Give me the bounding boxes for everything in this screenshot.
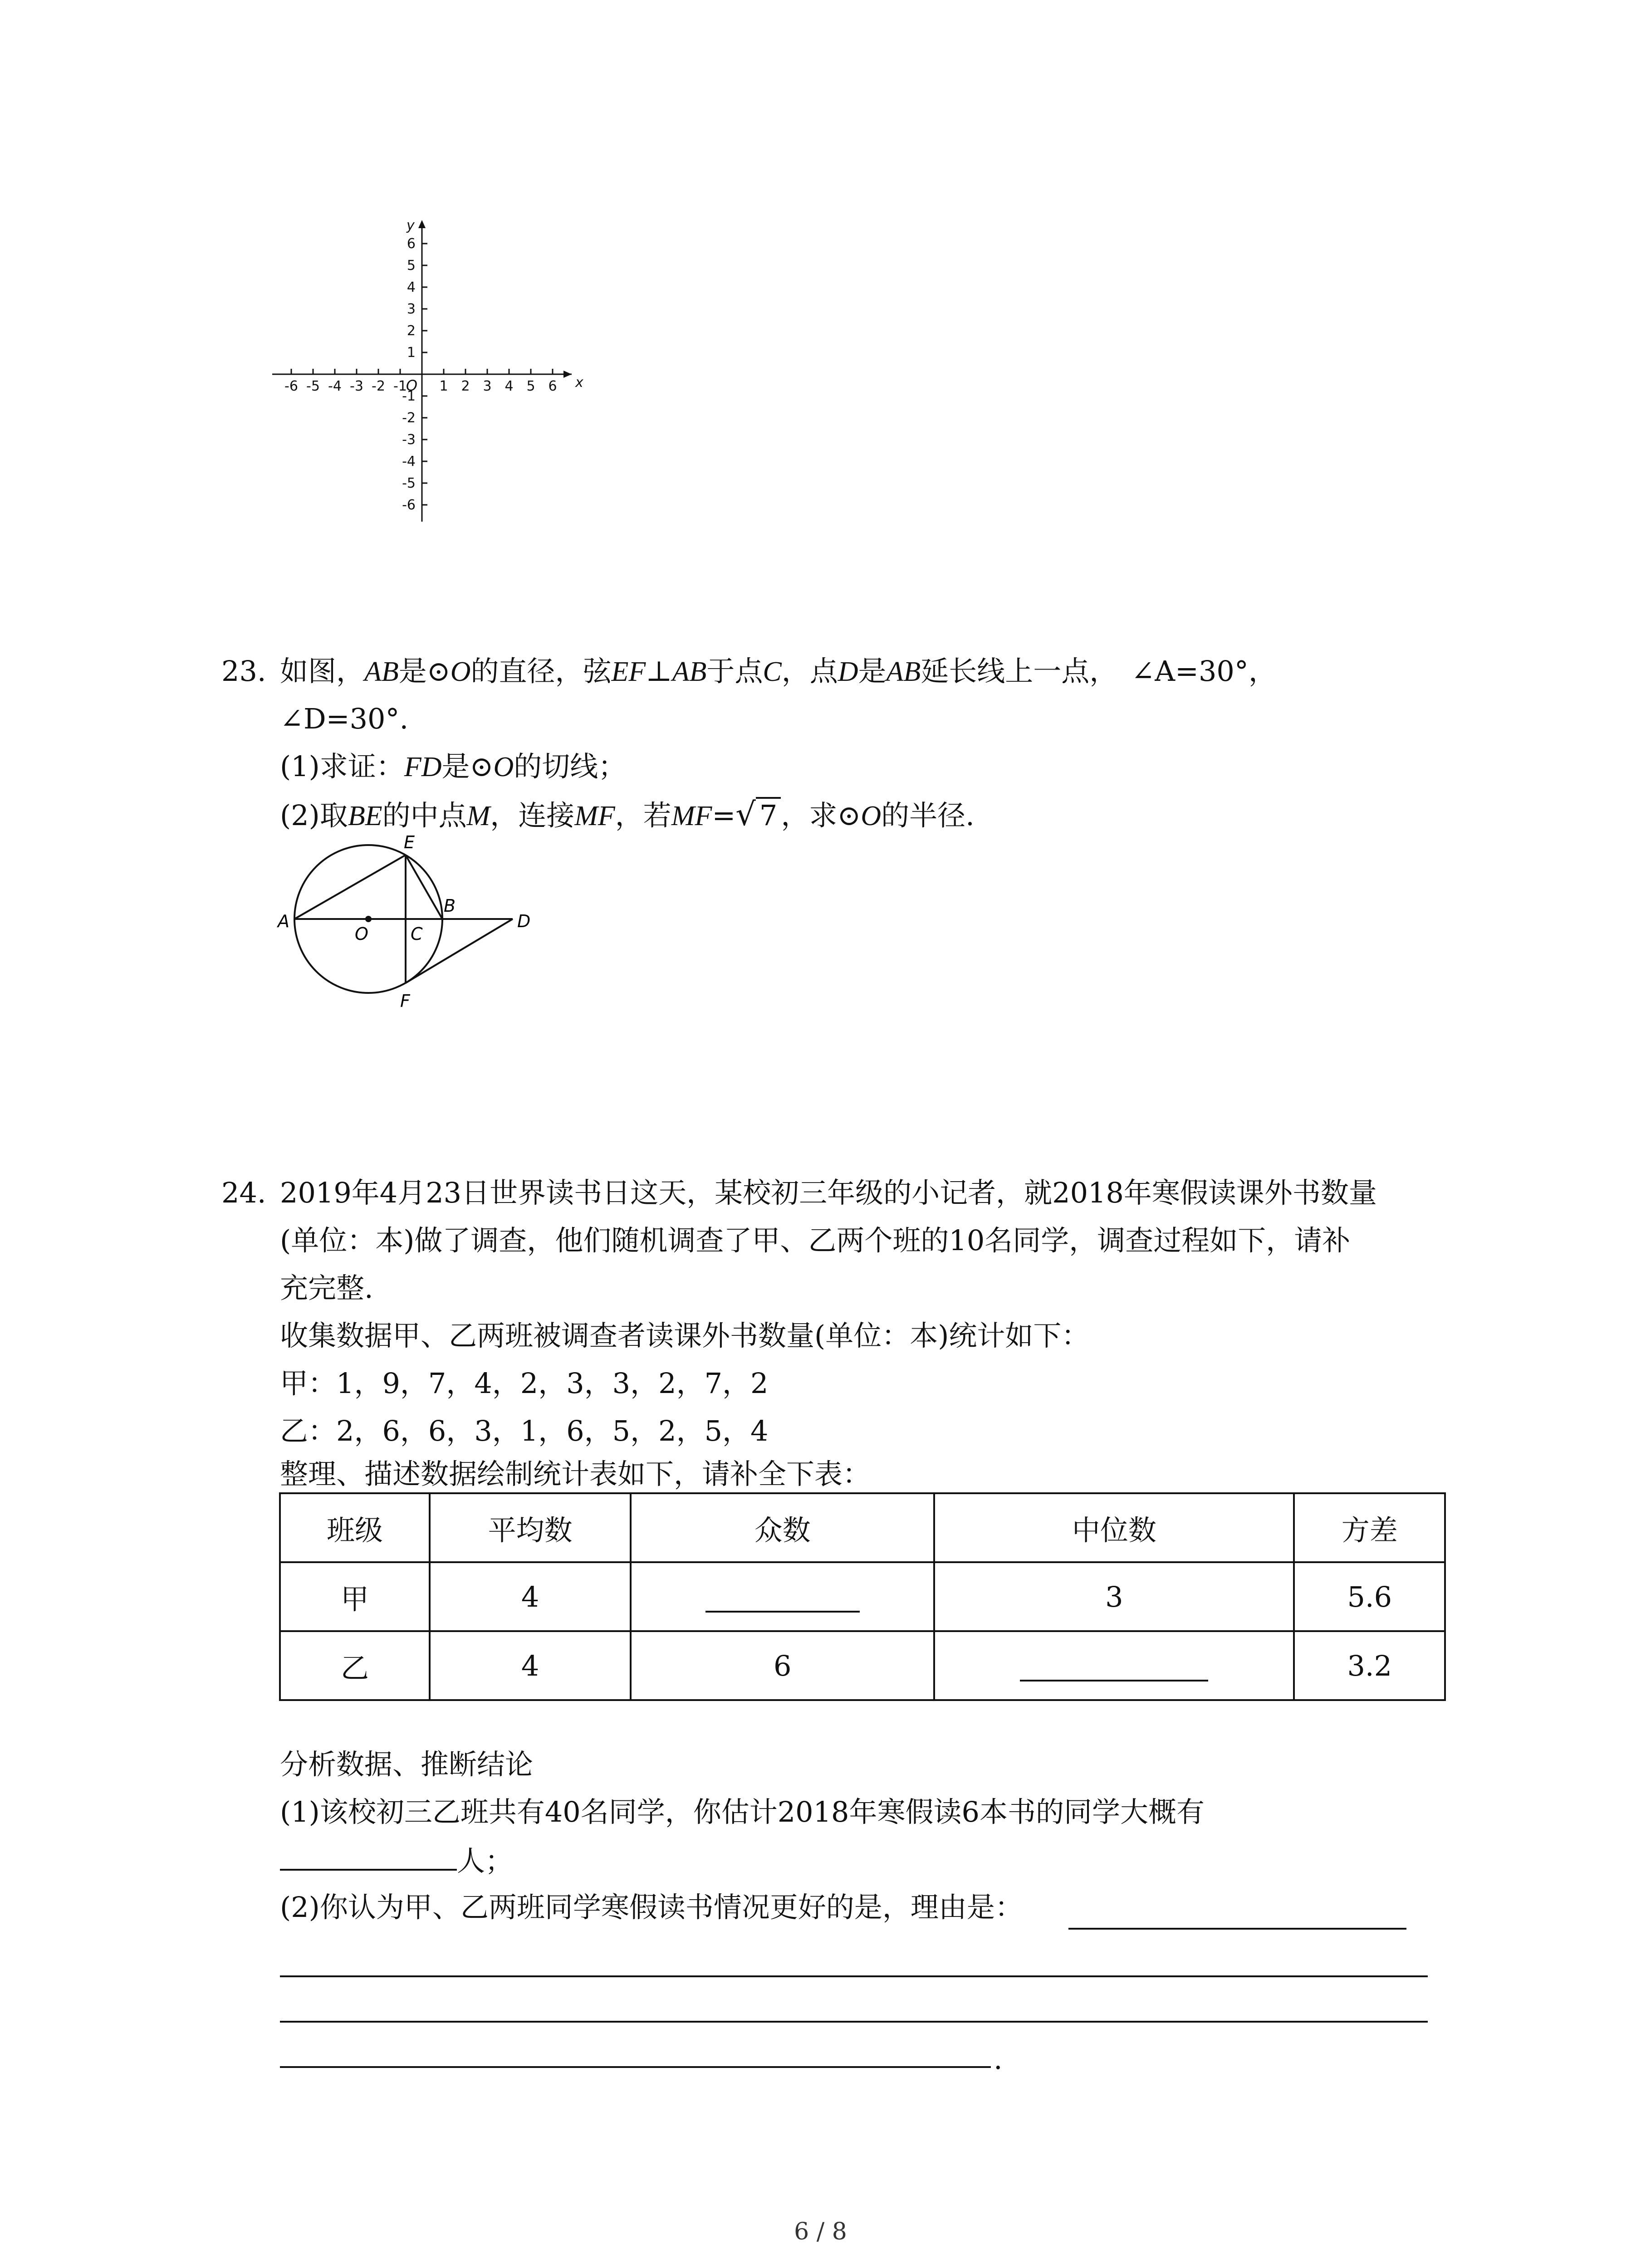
reason-answer-line[interactable] [280,2021,1428,2023]
y-tick-label: 1 [407,345,416,361]
x-tick-label: 2 [461,378,470,394]
q24-line-3: 充完整. [280,1271,373,1305]
y-tick-label: -1 [402,388,416,404]
q24-sub-1-answer: 人； [280,1842,513,1879]
y-tick-label: -6 [402,497,416,513]
y-axis-label: y [407,218,415,234]
cell-median: 3 [934,1562,1294,1631]
segment-eb [406,855,442,919]
cell-mean: 4 [430,1562,631,1631]
y-axis-arrow-icon [418,220,426,228]
cell-variance: 5.6 [1294,1562,1445,1631]
x-tick-label: -4 [328,378,342,394]
circle-geometry-figure [272,835,563,1016]
header-mean: 平均数 [430,1493,631,1562]
x-tick-label: -2 [372,378,385,394]
reason-answer-line[interactable] [280,2066,991,2068]
header-variance: 方差 [1294,1493,1445,1562]
sqrt-radicand: 7 [756,797,781,832]
cell-class: 甲 [280,1562,430,1631]
reason-answer-line[interactable] [1068,1928,1406,1930]
end-period: . [994,2043,1003,2076]
q24-data-jia: 甲：1，9，7，4，2，3，3，2，7，2 [280,1367,769,1400]
sqrt-sign: √ [735,796,756,833]
q23-line-2: ∠D=30°. [280,702,409,735]
x-tick-label: -3 [350,378,363,394]
cell-variance: 3.2 [1294,1631,1445,1700]
y-tick-label: -3 [402,432,416,448]
x-tick-label: -1 [393,378,407,394]
header-mode: 众数 [631,1493,934,1562]
x-tick-label: 5 [526,378,535,394]
cell-class: 乙 [280,1631,430,1700]
x-tick-label: 4 [505,378,514,394]
y-tick-label: 5 [407,258,416,274]
cell-mode-blank[interactable] [631,1562,934,1631]
y-tick-label: 6 [407,236,416,252]
count-answer-blank[interactable] [280,1842,457,1871]
label-a: A [278,911,289,931]
x-axis-label: x [575,375,583,391]
x-tick-label: 3 [483,378,492,394]
label-c: C [411,924,423,944]
segment-ae [294,855,406,919]
page-number: 6 / 8 [794,2218,847,2245]
q24-line-7: 整理、描述数据绘制统计表如下，请补全下表： [280,1457,871,1491]
label-d: D [517,911,531,931]
q23-part-2: (2)取BE的中点M，连接MF，若MF=√ 7 ，求⊙O的半径. [280,796,975,833]
analysis-title: 分析数据、推断结论 [280,1748,534,1781]
label-b: B [444,896,456,916]
q23-part-1: (1)求证：FD是⊙O的切线； [280,750,627,783]
q24-line-2: (单位：本)做了调查，他们随机调查了甲、乙两个班的10名同学，调查过程如下，请补 [280,1224,1351,1257]
x-tick-label: -6 [284,378,298,394]
reason-answer-line[interactable] [280,1975,1428,1977]
table-row [280,1562,1445,1631]
q24-sub-1: (1)该校初三乙班共有40名同学，你估计2018年寒假读6本书的同学大概有 [280,1795,1205,1828]
label-f: F [400,991,410,1011]
x-tick-label: 1 [439,378,448,394]
q24-data-yi: 乙：2，6，6，3，1，6，5，2，5，4 [280,1414,769,1447]
y-tick-label: -5 [402,475,416,491]
mode-answer-blank[interactable] [705,1585,860,1613]
header-median: 中位数 [934,1493,1294,1562]
q24-line-1: 2019年4月23日世界读书日这天，某校初三年级的小记者，就2018年寒假读课外书数量 [280,1176,1377,1209]
q24-line-4: 收集数据甲、乙两班被调查者读课外书数量(单位：本)统计如下： [280,1319,1090,1352]
label-e: E [404,835,415,852]
median-answer-blank[interactable] [1020,1654,1208,1681]
header-class: 班级 [280,1493,430,1562]
cell-mode: 6 [631,1631,934,1700]
statistics-table [279,1492,1446,1701]
question-24-number: 24. [221,1176,266,1209]
coordinate-axes-figure [263,204,590,522]
origin-label: O [406,377,417,394]
table-header-row [280,1493,1445,1562]
q24-sub-2: (2)你认为甲、乙两班同学寒假读书情况更好的是，理由是： [280,1891,1023,1924]
table-row [280,1631,1445,1700]
cell-median-blank[interactable] [934,1631,1294,1700]
y-tick-label: -4 [402,454,416,469]
x-tick-label: 6 [548,378,557,394]
center-dot [365,916,372,922]
question-23-number: 23. [221,655,266,688]
x-axis-arrow-icon [563,371,572,378]
x-tick-label: -5 [306,378,320,394]
y-tick-label: -2 [402,410,416,426]
y-tick-label: 2 [407,323,416,339]
axes-group [272,218,583,522]
y-tick-label: 3 [407,301,416,317]
y-tick-label: 4 [407,279,416,295]
label-o: O [355,924,368,944]
q23-line-1: 如图，AB是⊙O的直径，弦EF⊥AB于点C，点D是AB延长线上一点， ∠A=30°， [280,655,1277,688]
cell-mean: 4 [430,1631,631,1700]
